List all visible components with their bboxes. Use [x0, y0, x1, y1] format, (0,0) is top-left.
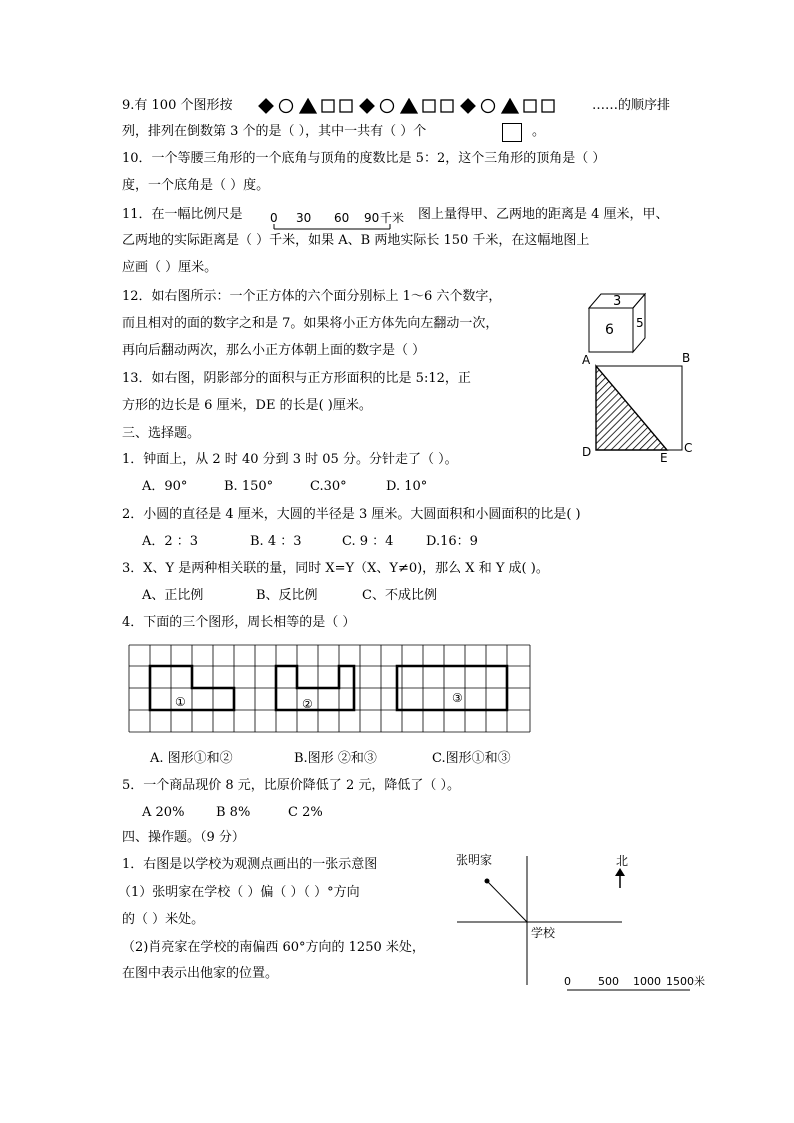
s3-q1-opt-d: D. 10°: [386, 479, 428, 494]
shape-sequence: [258, 98, 580, 116]
q9-line2: 列，排列在倒数第 3 个的是（ ），其中一共有（ ）个: [122, 124, 427, 139]
diamond-shape: [461, 99, 475, 113]
school-map-figure: [452, 848, 712, 993]
figure-3-label: ③: [452, 691, 463, 705]
s3-q1-opt-a: A．90°: [142, 479, 188, 494]
triangle-shape: [502, 99, 518, 113]
label-a: A: [582, 353, 591, 367]
circle-shape: [381, 100, 394, 113]
label-e: E: [660, 451, 668, 464]
square-shape: [441, 100, 453, 112]
s3-q2: 2．小圆的直径是 4 厘米，大圆的半径是 3 厘米。大圆面积和小圆面积的比是( ): [122, 507, 581, 522]
q9-prefix: 9.有 100 个图形按: [122, 98, 233, 113]
map-direction-line: [487, 881, 527, 922]
square-shape: [542, 100, 554, 112]
q12-line1: 12．如右图所示：一个正方体的六个面分别标上 1～6 六个数字，: [122, 289, 502, 304]
map-scale-1000: 1000: [633, 975, 661, 988]
map-scale-500: 500: [598, 975, 619, 988]
triangle-shape: [401, 99, 417, 113]
diamond-shape: [259, 99, 273, 113]
perimeter-grid-figure: [128, 644, 533, 734]
scale-tick-60: 60: [334, 211, 350, 225]
label-b: B: [682, 351, 691, 365]
s4-q1-line5: 在图中表示出他家的位置。: [122, 966, 279, 981]
circle-shape: [482, 100, 495, 113]
s3-q4-opt-b: B.图形 ②和③: [294, 751, 377, 766]
s3-q2-opt-a: A．2 ：3: [142, 534, 199, 549]
map-scale-1500: 1500米: [666, 975, 705, 988]
map-north-label: 北: [616, 854, 629, 868]
answer-box: [502, 123, 522, 142]
zhang-home-dot: [485, 879, 490, 884]
s4-q1-line1: 1．右图是以学校为观测点画出的一张示意图: [122, 857, 378, 872]
s3-q1-opt-b: B. 150°: [224, 479, 274, 494]
label-c: C: [684, 441, 693, 455]
q11-line2: 乙两地的实际距离是（ ）千米，如果 A、B 两地实际长 150 千米，在这幅地图上: [122, 233, 590, 248]
square-shape: [322, 100, 334, 112]
s3-q5: 5．一个商品现价 8 元，比原价降低了 2 元，降低了（ ）。: [122, 778, 460, 793]
section4-heading: 四、操作题。（9 分）: [122, 830, 245, 845]
q9-line2-end: 。: [532, 124, 546, 139]
map-scale-bar: [266, 204, 418, 234]
scale-tick-0: 0: [270, 211, 278, 225]
triangle-shape: [300, 99, 316, 113]
q12-line2: 而且相对的面的数字之和是 7。如果将小正方体先向左翻动一次，: [122, 316, 499, 331]
s3-q2-opt-b: B. 4 ：3: [250, 534, 302, 549]
map-scale-0: 0: [564, 975, 571, 988]
square-triangle-figure: [578, 348, 698, 464]
square-shape: [524, 100, 536, 112]
scale-tick-30: 30: [296, 211, 312, 225]
q13-line2: 方形的边长是 6 厘米，DE 的长是( )厘米。: [122, 398, 372, 413]
s3-q3: 3．X、Y 是两种相关联的量，同时 X=Y（X、Y≠0)，那么 X 和 Y 成( )。: [122, 561, 549, 576]
s3-q2-opt-c: C. 9 ：4: [342, 534, 394, 549]
s4-q1-line4: （2)肖亮家在学校的南偏西 60°方向的 1250 米处，: [122, 940, 425, 955]
s3-q4: 4．下面的三个图形，周长相等的是（ ）: [122, 615, 356, 630]
diamond-shape: [360, 99, 374, 113]
s3-q1-opt-c: C.30°: [310, 479, 347, 494]
map-school-label: 学校: [531, 926, 556, 940]
square-shape: [340, 100, 352, 112]
s3-q5-opt-b: B 8%: [216, 805, 251, 820]
s3-q3-opt-c: C、不成比例: [362, 588, 437, 603]
label-d: D: [582, 445, 592, 459]
cube-top-number: 3: [613, 294, 622, 309]
figure-2-label: ②: [302, 697, 313, 711]
scale-tick-90: 90: [364, 211, 380, 225]
s3-q4-opt-c: C.图形①和③: [432, 751, 511, 766]
section3-heading: 三、选择题。: [122, 426, 201, 441]
map-home-label: 张明家: [456, 853, 493, 867]
figure-1-label: ①: [175, 695, 186, 709]
s3-q3-opt-b: B、反比例: [256, 588, 318, 603]
cube-front-number: 6: [605, 322, 614, 338]
cube-figure: [585, 290, 660, 356]
q10-line1: 10．一个等腰三角形的一个底角与顶角的度数比是 5：2，这个三角形的顶角是（ ）: [122, 151, 606, 166]
cube-right-number: 5: [636, 316, 644, 330]
s3-q5-opt-a: A 20%: [142, 805, 185, 820]
q9-suffix: ……的顺序排: [592, 98, 671, 113]
q12-line3: 再向后翻动两次，那么小正方体朝上面的数字是（ ）: [122, 343, 426, 358]
s3-q1: 1．钟面上，从 2 时 40 分到 3 时 05 分。分针走了（ ）。: [122, 452, 458, 467]
north-arrow-icon: [615, 868, 625, 888]
q11-line1a: 11．在一幅比例尺是: [122, 207, 243, 222]
s4-q1-line2: （1）张明家在学校（ ）偏（ ）（ ）°方向: [118, 885, 360, 900]
s3-q5-opt-c: C 2%: [288, 805, 323, 820]
s4-q1-line3: 的（ ）米处。: [122, 912, 205, 927]
circle-shape: [280, 100, 293, 113]
s3-q4-opt-a: A. 图形①和②: [150, 751, 233, 766]
square-shape: [423, 100, 435, 112]
q13-line1: 13．如右图，阴影部分的面积与正方形面积的比是 5:12，正: [122, 371, 471, 386]
s3-q3-opt-a: A、正比例: [142, 588, 204, 603]
q10-line2: 度，一个底角是（ ）度。: [122, 178, 270, 193]
s3-q2-opt-d: D.16：9: [426, 534, 478, 549]
shaded-triangle: [596, 366, 667, 450]
q11-line1b: 图上量得甲、乙两地的距离是 4 厘米，甲、: [418, 207, 669, 222]
scale-unit: 千米: [380, 211, 405, 225]
q11-line3: 应画（ ）厘米。: [122, 260, 218, 275]
